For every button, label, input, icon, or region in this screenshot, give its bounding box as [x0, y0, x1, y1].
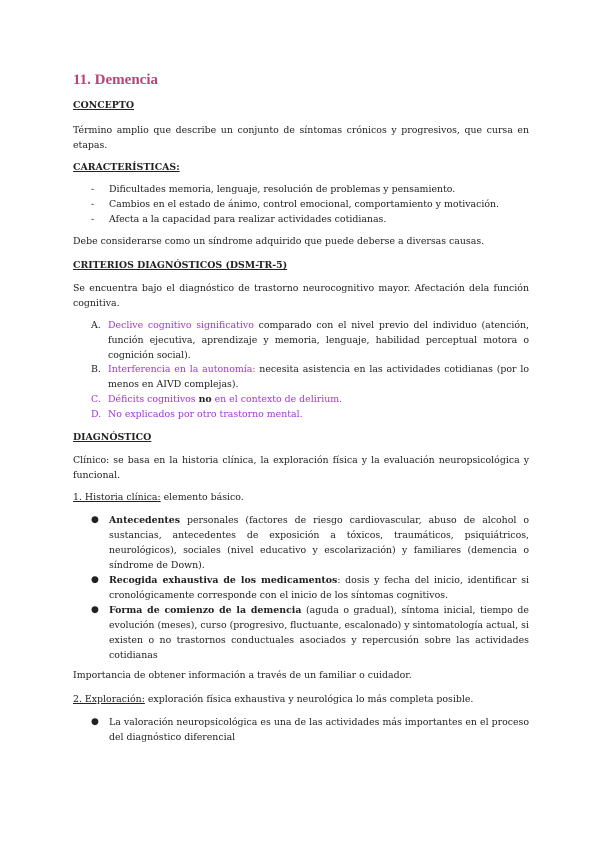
exploracion-line: 2. Exploración: exploración física exhaustiva y neurológica lo más completa posible. — [73, 694, 474, 705]
historia-note: Importancia de obtener información a través de un familiar o cuidador. — [73, 670, 412, 681]
historia-clinica-line: 1. Historia clínica: elemento básico. — [73, 492, 244, 503]
page-title: 11. Demencia — [73, 72, 158, 88]
diagnostico-clinico: Clínico: se basa en la historia clínica, la exploración física y la evaluación neuropsicológica y funcional. — [73, 455, 529, 481]
list-marker: B. — [91, 364, 101, 375]
bullet-marker: ● — [91, 717, 99, 727]
historia-label: 1. Historia clínica: — [73, 492, 161, 503]
criterios-intro: Se encuentra bajo el diagnóstico de trastorno neurocognitivo mayor. Afectación dela función cognitiva. — [73, 283, 529, 309]
section-heading-concepto: CONCEPTO — [73, 100, 134, 111]
section-heading-caracteristicas: CARACTERÍSTICAS: — [73, 162, 180, 173]
bullet-marker: ● — [91, 605, 99, 615]
list-marker: A. — [91, 320, 101, 331]
dash-marker: - — [91, 214, 95, 225]
list-marker: C. — [91, 394, 101, 405]
highlight-text: Declive cognitivo significativo — [108, 320, 254, 331]
caracteristicas-note: Debe considerarse como un síndrome adquirido que puede deberse a diversas causas. — [73, 236, 485, 247]
concepto-text: Término amplio que describe un conjunto de síntomas crónicos y progresivos, que cursa en etapas. — [73, 125, 529, 151]
list-marker: D. — [91, 409, 102, 420]
document-page: 11. Demencia CONCEPTO Término amplio que describe un conjunto de síntomas crónicos y progresivos, que cursa en etapas. CARACTERÍSTICAS: - Dificultades memoria, lenguaje, resolución de problemas y pensamiento. - Cambios en el estado de ánimo, control emocional, comportamiento y motivación. - Afecta a la capacidad para realizar actividades cotidianas. Debe considerarse como un síndrome adquirido que puede deberse a diversas causas. CRITERIOS DIAGNÓSTICOS (DSM-TR-5) Se encuentra bajo el diagnóstico de trastorno neurocognitivo mayor. Afectación dela función cognitiva. A. Declive cognitivo significativo comparado con el nivel previo del individuo (atención, función ejecutiva, aprendizaje y memoria, lenguaje, habilidad perceptual motora o cognición social). B. Interferencia en la autonomía: necesita asistencia en las actividades cotidianas (por lo menos en AIVD complejas). C. Déficits cognitivos no en el contexto de delirium. D. No explicados por otro trastorno mental. DIAGNÓSTICO Clínico: se basa en la historia clínica, la exploración física y la evaluación neuropsicológica y funcional. 1. Historia clínica: elemento básico. ● Antecedentes personales (factores de riesgo cardiovascular, abuso de alcohol o sustancias, antecedentes de exposición a tóxicos, traumáticos, psiquiátricos, neurológicos), sociales (nivel educativo y escolarización) y familiares (demencia o síndrome de Down). ● Recogida exhaustiva de los medicamentos: dosis y fecha del inicio, identificar si cronológicamente corresponde con el inicio de los síntomas cognitivos. ● Forma de comienzo de la demencia (aguda o gradual), síntoma inicial, tiempo de evolución (meses), curso (progresivo, fluctuante, escalonado) y sintomatología actual, si existen o no trastornos conductuales asociados y repercusión sobre las actividades cotidianas Importancia de obtener información a través de un familiar o cuidador. 2. Exploración: exploración física exhaustiva y neurológica lo más completa posible. ● La valoración neuropsicológica es una de las actividades más importantes en el proceso del diagnóstico diferencial — [73, 72, 530, 743]
section-heading-diagnostico: DIAGNÓSTICO — [73, 432, 152, 443]
dash-marker: - — [91, 199, 95, 210]
dash-marker: - — [91, 184, 95, 195]
highlight-text: Interferencia en la autonomía: — [108, 364, 256, 375]
exploracion-label: 2. Exploración: — [73, 694, 145, 705]
bullet-marker: ● — [91, 575, 99, 585]
bullet-marker: ● — [91, 515, 99, 525]
section-heading-criterios: CRITERIOS DIAGNÓSTICOS (DSM-TR-5) — [73, 260, 288, 271]
